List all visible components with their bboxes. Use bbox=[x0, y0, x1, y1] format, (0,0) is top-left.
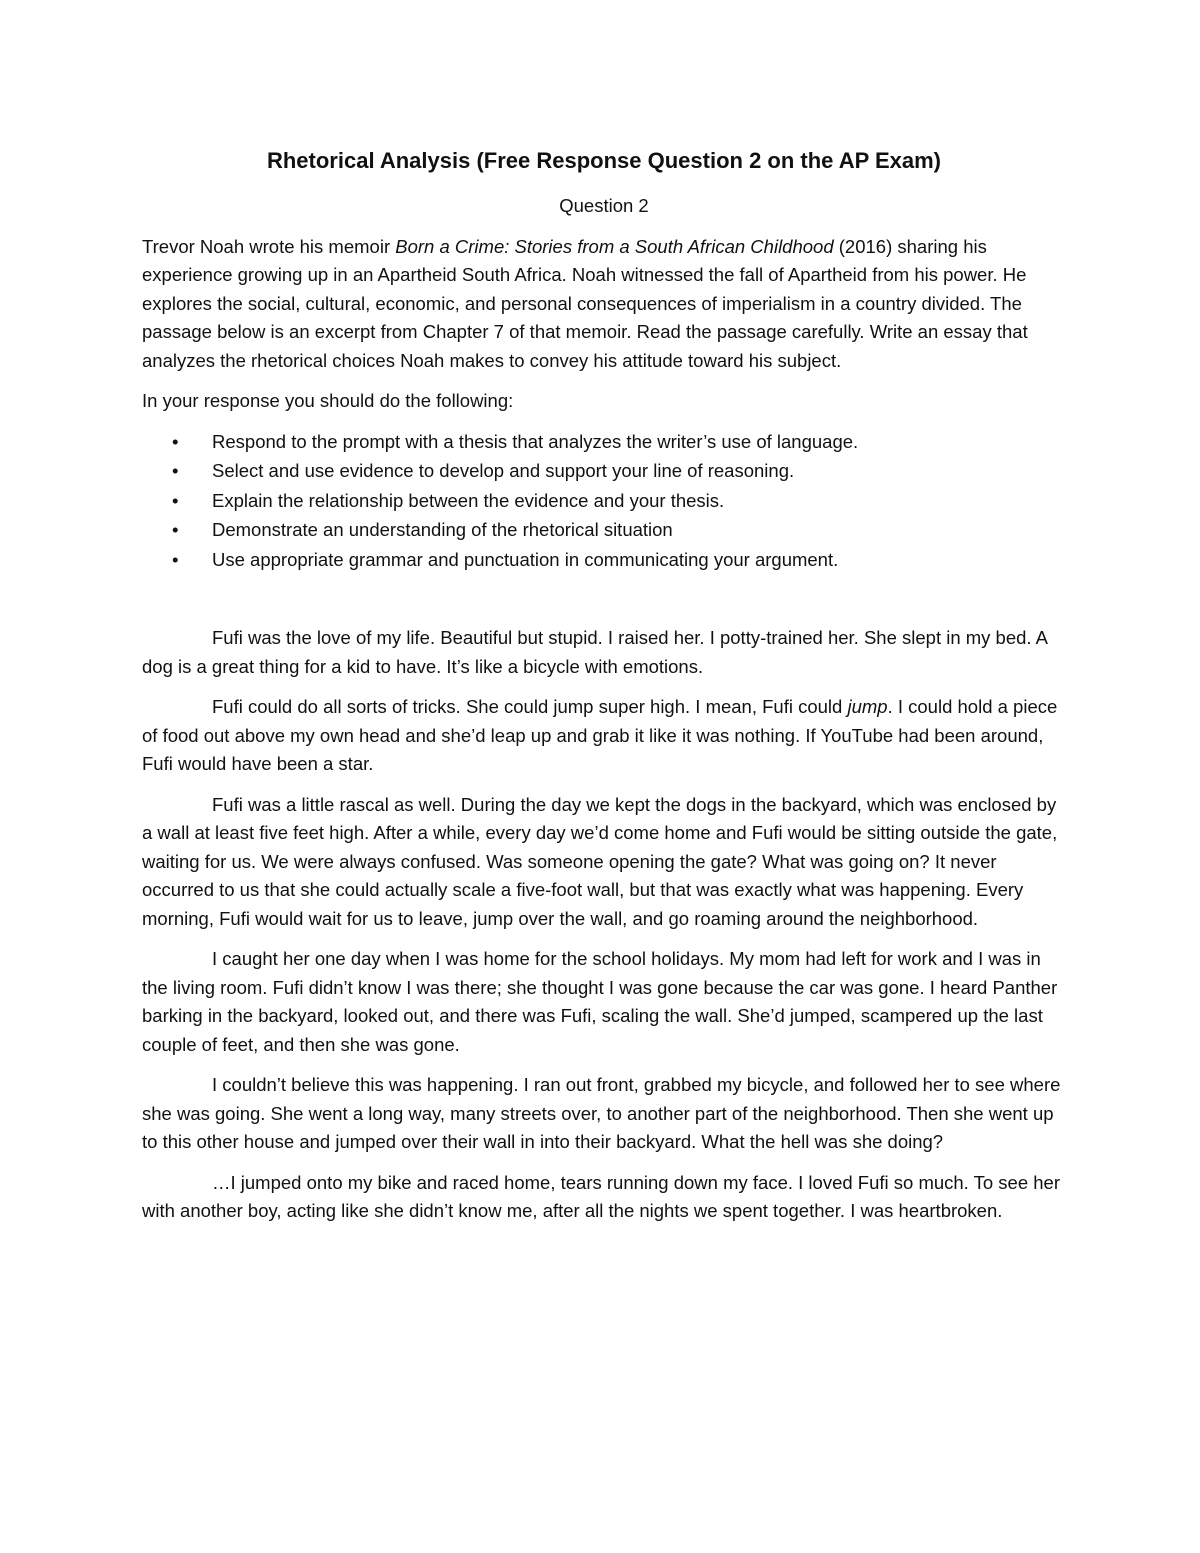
document-page bbox=[142, 146, 1066, 1238]
passage-paragraph-5: I couldn’t believe this was happening. I ran out front, grabbed my bicycle, and followed her to see where she was going. She went a long way, many streets over, to another part of the neighborhood. Then she went up to this other house and jumped over their wall in into their backyard. What the hell was she doing? bbox=[142, 1074, 1061, 1152]
passage-paragraph-3: Fufi was a little rascal as well. During the day we kept the dogs in the backyard, which was enclosed by a wall at least five feet high. After a while, every day we’d come home and Fufi would be sitting outside the gate, waiting for us. We were always confused. Was someone opening the gate? What was going on? It never occurred to us that she could actually scale a five-foot wall, but that was exactly what was happening. Every morning, Fufi would wait for us to leave, jump over the wall, and go roaming around the neighborhood. bbox=[142, 793, 1058, 929]
passage-paragraph-6: …I jumped onto my bike and raced home, tears running down my face. I loved Fufi so much. To see her with another boy, acting like she didn’t know me, after all the nights we spent together. I was heartbroken. bbox=[142, 1171, 1061, 1221]
passage-text: Fufi could do all sorts of tricks. She could jump super high. I mean, Fufi could bbox=[212, 696, 848, 717]
prompt-paragraph bbox=[142, 233, 1066, 376]
bullet-icon: • bbox=[172, 460, 179, 481]
list-item bbox=[142, 546, 1066, 575]
requirement-text: Use appropriate grammar and punctuation in communicating your argument. bbox=[212, 548, 839, 570]
excerpt-passage bbox=[142, 624, 1066, 1226]
list-item bbox=[142, 516, 1066, 545]
passage-paragraph-1: Fufi was the love of my life. Beautiful but stupid. I raised her. I potty-trained her. She slept in my bed. A dog is a great thing for a kid to have. It’s like a bicycle with emotions. bbox=[142, 627, 1048, 677]
requirement-text: Select and use evidence to develop and support your line of reasoning. bbox=[212, 460, 795, 481]
requirement-text: Demonstrate an understanding of the rhetorical situation bbox=[212, 519, 673, 540]
requirement-text: Respond to the prompt with a thesis that analyzes the writer’s use of language. bbox=[212, 430, 859, 452]
requirement-text: Explain the relationship between the evidence and your thesis. bbox=[212, 489, 725, 511]
question-label: Question 2 bbox=[559, 195, 649, 216]
list-item bbox=[142, 457, 1066, 486]
passage-paragraph-4: I caught her one day when I was home for the school holidays. My mom had left for work and I was in the living room. Fufi didn’t know I was there; she thought I was gone because the car was gone. I heard Panther barking in the backyard, looked out, and there was Fufi, scaling the wall. She’d jumped, scampered up the last couple of feet, and then she was gone. bbox=[142, 948, 1058, 1055]
passage-text: . I could hold a piece of food out above my own head and she’d leap up and grab it like it was nothing. If YouTube had been around, Fufi would have been a star. bbox=[142, 696, 1058, 774]
requirements-list bbox=[142, 428, 1066, 575]
prompt-text-end: (2016) sharing his experience growing up in an Apartheid South Africa. Noah witnessed the fall of Apartheid from his power. He explores the social, cultural, economic, and personal consequences of imperialism in a country divided. The passage below is an excerpt from Chapter 7 of that memoir. Read the passage carefully. Write an essay that analyzes the rhetorical choices Noah makes to convey his attitude toward his subject. bbox=[142, 235, 1028, 371]
list-item bbox=[142, 428, 1066, 457]
bullet-icon: • bbox=[172, 548, 179, 570]
bullet-icon: • bbox=[172, 519, 179, 540]
bullet-icon: • bbox=[172, 430, 179, 452]
passage-paragraph-2 bbox=[142, 693, 1066, 779]
document-title: Rhetorical Analysis (Free Response Question 2 on the AP Exam) bbox=[266, 148, 942, 173]
prompt-text-start: Trevor Noah wrote his memoir bbox=[142, 235, 396, 257]
instructions-intro: In your response you should do the following: bbox=[142, 390, 514, 411]
bullet-icon: • bbox=[172, 489, 179, 511]
list-item bbox=[142, 487, 1066, 516]
book-title: Born a Crime: Stories from a South African Childhood bbox=[395, 235, 834, 257]
emphasized-word: jump bbox=[847, 696, 888, 717]
